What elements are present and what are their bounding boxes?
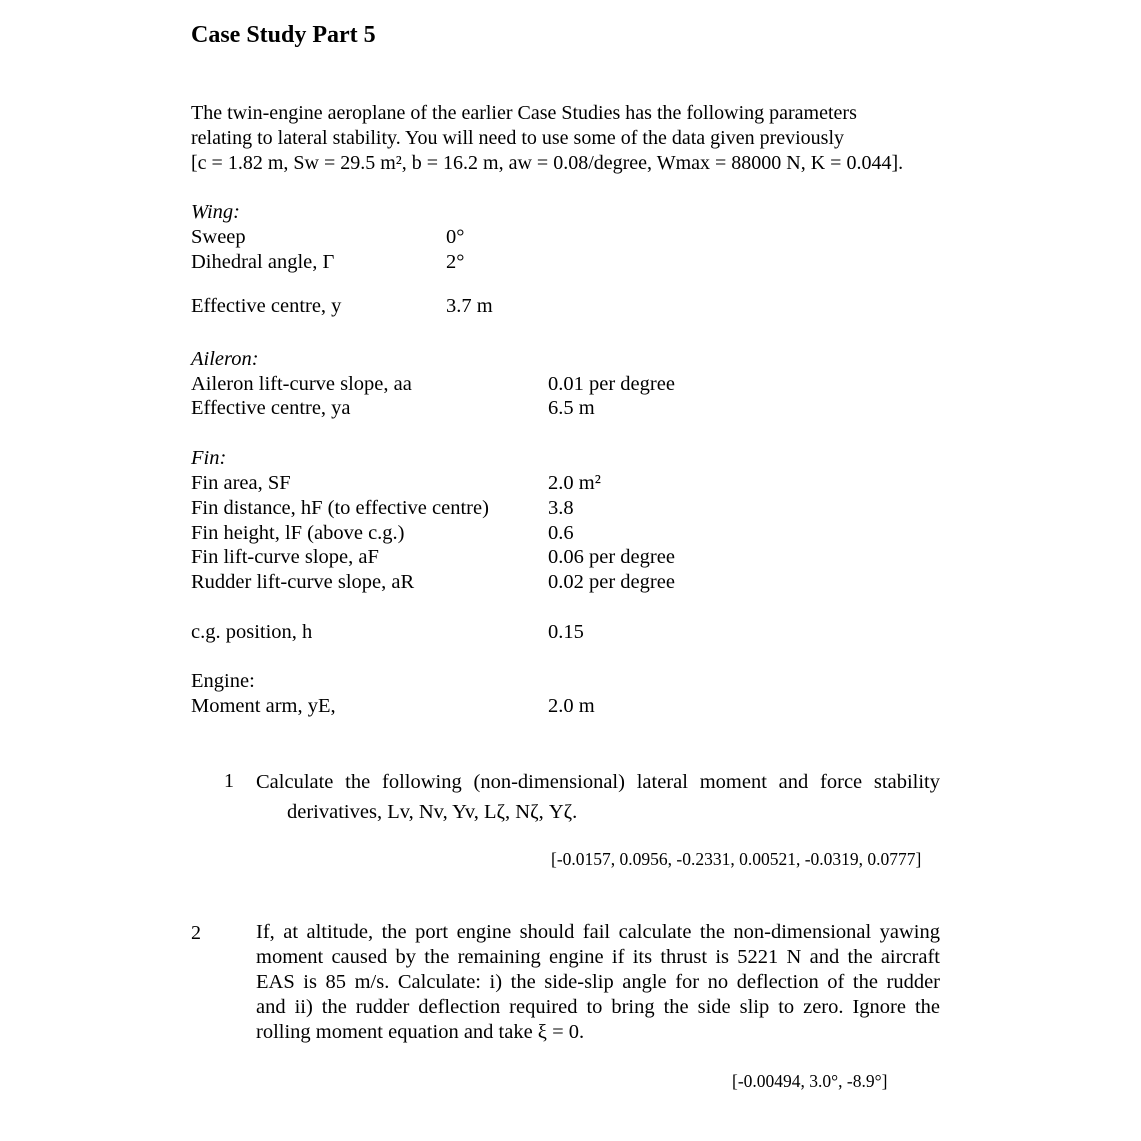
question-2-answer: [-0.00494, 3.0°, -8.9°] xyxy=(732,1071,888,1091)
question-2-line-2: moment caused by the remaining engine if its thrust is 5221 N and the aircraft xyxy=(256,946,940,968)
cg-position-label: c.g. position, h xyxy=(191,621,313,643)
question-2-line-4: and ii) the rudder deflection required to bring the side slip to zero. Ignore the xyxy=(256,996,940,1018)
question-1-line-1: Calculate the following (non-dimensional) lateral moment and force stability xyxy=(256,771,940,793)
question-2-line-3: EAS is 85 m/s. Calculate: i) the side-slip angle for no deflection of the rudder xyxy=(256,971,940,993)
engine-arm-value: 2.0 m xyxy=(548,695,595,717)
aileron-centre-value: 6.5 m xyxy=(548,397,595,419)
fin-height-value: 0.6 xyxy=(548,522,574,544)
question-1-number: 1 xyxy=(224,770,234,792)
question-2-line-5: rolling moment equation and take ξ = 0. xyxy=(256,1021,585,1043)
question-2-number: 2 xyxy=(191,922,201,944)
wing-sweep-label: Sweep xyxy=(191,226,246,248)
engine-heading: Engine: xyxy=(191,670,255,692)
question-1-answer: [-0.0157, 0.0956, -0.2331, 0.00521, -0.0319, 0.0777] xyxy=(551,849,922,869)
engine-arm-label: Moment arm, yE, xyxy=(191,695,336,717)
aileron-slope-value: 0.01 per degree xyxy=(548,373,675,395)
aileron-centre-label: Effective centre, ya xyxy=(191,397,351,419)
wing-centre-label: Effective centre, y xyxy=(191,295,342,317)
fin-area-value: 2.0 m² xyxy=(548,472,601,494)
aileron-slope-label: Aileron lift-curve slope, aa xyxy=(191,373,412,395)
intro-line-2: relating to lateral stability. You will need to use some of the data given previously xyxy=(191,127,845,149)
question-2-text xyxy=(256,920,940,1045)
fin-slope-label: Fin lift-curve slope, aF xyxy=(191,546,379,568)
aileron-heading: Aileron: xyxy=(191,348,259,370)
wing-heading: Wing: xyxy=(191,201,240,223)
page-title: Case Study Part 5 xyxy=(191,22,376,48)
question-2-line-1: If, at altitude, the port engine should fail calculate the non-dimensional yawing xyxy=(256,921,940,943)
fin-distance-label: Fin distance, hF (to effective centre) xyxy=(191,497,489,519)
intro-paragraph xyxy=(191,101,951,176)
fin-slope-value: 0.06 per degree xyxy=(548,546,675,568)
fin-heading: Fin: xyxy=(191,447,227,469)
wing-dihedral-value: 2° xyxy=(446,251,465,273)
intro-line-3: [c = 1.82 m, Sw = 29.5 m², b = 16.2 m, aw = 0.08/degree, Wmax = 88000 N, K = 0.044]. xyxy=(191,152,904,174)
fin-height-label: Fin height, lF (above c.g.) xyxy=(191,522,405,544)
rudder-slope-label: Rudder lift-curve slope, aR xyxy=(191,571,415,593)
wing-sweep-value: 0° xyxy=(446,226,465,248)
fin-area-label: Fin area, SF xyxy=(191,472,291,494)
cg-position-value: 0.15 xyxy=(548,621,584,643)
intro-line-1: The twin-engine aeroplane of the earlier Case Studies has the following parameters xyxy=(191,102,857,124)
question-1-line-2: derivatives, Lv, Nv, Yv, Lζ, Nζ, Yζ. xyxy=(287,801,578,823)
wing-dihedral-label: Dihedral angle, Γ xyxy=(191,251,335,273)
wing-centre-value: 3.7 m xyxy=(446,295,493,317)
rudder-slope-value: 0.02 per degree xyxy=(548,571,675,593)
fin-distance-value: 3.8 xyxy=(548,497,574,519)
